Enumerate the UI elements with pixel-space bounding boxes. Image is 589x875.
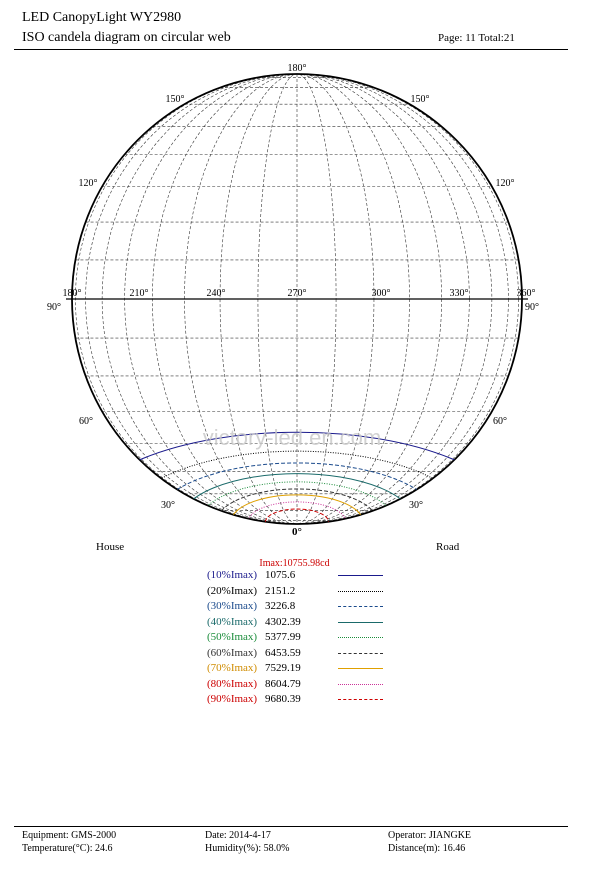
legend-row — [190, 599, 420, 615]
legend-level-name: (40%Imax) — [207, 615, 258, 628]
phi-label-240: 240° — [206, 288, 226, 299]
legend-level-value: 8604.79 — [265, 677, 301, 690]
theta-label-60-right: 60° — [493, 416, 507, 427]
imax-label: Imax:10755.98cd — [259, 558, 330, 569]
legend-level-value: 9680.39 — [265, 693, 301, 705]
page-indicator: Page: 11 Total:21 — [438, 32, 515, 44]
humidity-text: Humidity(%): 58.0% — [205, 843, 290, 854]
phi-label-330: 330° — [449, 288, 469, 299]
legend — [190, 568, 420, 708]
legend-level-name: (50%Imax) — [207, 631, 258, 643]
equipment-text: Equipment: GMS-2000 — [22, 830, 117, 841]
temperature-text: Temperature(°C): 24.6 — [22, 843, 113, 854]
legend-row — [190, 615, 420, 631]
legend-line-swatch — [338, 653, 383, 654]
legend-line-swatch — [338, 575, 383, 576]
theta-label-90-right: 90° — [525, 302, 539, 313]
legend-level-name: (10%Imax) — [207, 569, 258, 581]
phi-label-300: 300° — [371, 288, 391, 299]
theta-label-0: 0° — [292, 526, 302, 538]
legend-level-value: 1075.6 — [265, 569, 296, 581]
legend-row — [190, 584, 420, 600]
footer-rule — [14, 826, 568, 827]
legend-level-value: 6453.59 — [265, 646, 301, 659]
legend-row — [190, 630, 420, 646]
legend-level-name: (80%Imax) — [207, 677, 258, 690]
date-text: Date: 2014-4-17 — [205, 830, 271, 841]
theta-label-120-right: 120° — [495, 178, 515, 189]
theta-label-60-left: 60° — [79, 416, 93, 427]
phi-label-210: 210° — [129, 288, 149, 299]
legend-line-swatch — [338, 699, 383, 700]
legend-line-swatch — [338, 622, 383, 623]
theta-label-150-left: 150° — [165, 94, 185, 105]
phi-label-180: 180° — [62, 288, 82, 299]
legend-row — [190, 692, 420, 708]
legend-level-name: (90%Imax) — [207, 693, 258, 705]
legend-level-value: 7529.19 — [265, 662, 301, 674]
legend-line-swatch — [338, 606, 383, 607]
document-title: LED CanopyLight WY2980 — [22, 10, 182, 25]
legend-level-value: 2151.2 — [265, 584, 296, 597]
operator-text: Operator: JIANGKE — [388, 830, 472, 841]
legend-row — [190, 677, 420, 693]
theta-label-120-left: 120° — [78, 178, 98, 189]
legend-row — [190, 568, 420, 584]
legend-level-name: (60%Imax) — [207, 646, 258, 659]
legend-row — [190, 646, 420, 662]
house-label: House — [96, 541, 125, 553]
circular-web-grid — [66, 74, 528, 524]
theta-label-30-right: 30° — [409, 500, 423, 511]
contour-70pct — [231, 495, 363, 522]
phi-label-360: 360° — [516, 288, 536, 299]
axis-labels — [47, 63, 539, 538]
theta-label-90-left: 90° — [47, 302, 61, 313]
legend-level-name: (30%Imax) — [207, 600, 258, 612]
legend-level-value: 4302.39 — [265, 615, 301, 628]
theta-label-150-right: 150° — [410, 94, 430, 105]
legend-line-swatch — [338, 668, 383, 669]
legend-line-swatch — [338, 684, 383, 685]
road-label: Road — [436, 541, 460, 553]
theta-label-30-left: 30° — [161, 500, 175, 511]
legend-level-value: 5377.99 — [265, 631, 301, 643]
watermark: victory-led.en.com — [202, 425, 382, 450]
chart-title: ISO candela diagram on circular web — [22, 30, 231, 45]
legend-level-value: 3226.8 — [265, 600, 296, 612]
theta-label-180: 180° — [287, 63, 307, 74]
legend-row — [190, 661, 420, 677]
legend-level-name: (20%Imax) — [207, 584, 258, 597]
phi-label-270: 270° — [287, 288, 307, 299]
distance-text: Distance(m): 16.46 — [388, 843, 466, 854]
legend-line-swatch — [338, 591, 383, 592]
legend-level-name: (70%Imax) — [207, 662, 258, 674]
legend-line-swatch — [338, 637, 383, 638]
